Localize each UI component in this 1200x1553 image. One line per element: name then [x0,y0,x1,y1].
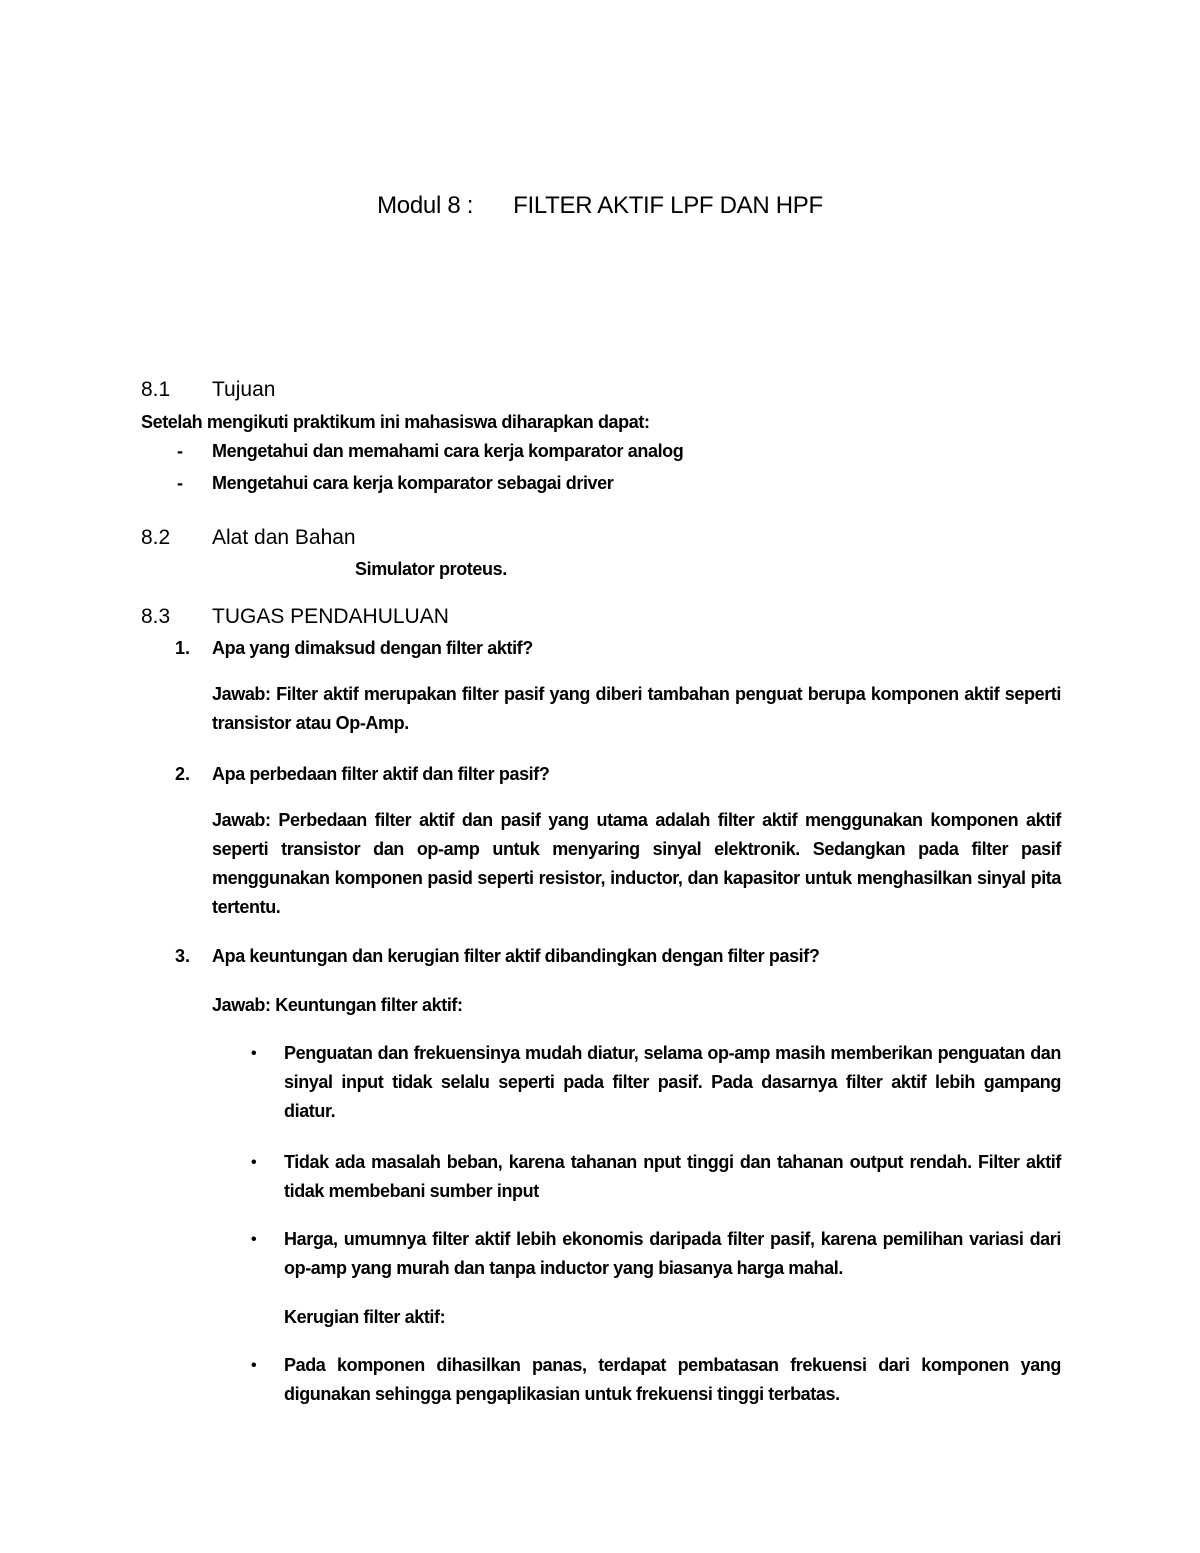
advantage-item: Penguatan dan frekuensinya mudah diatur, selama op-amp masih memberikan penguatan dan sinyal input tidak selalu seperti pada filter pasif. Pada dasarnya filter aktif lebih gampang diatur. [284,1043,1061,1121]
section-number-8-1: 8.1 [141,378,171,401]
bullet-icon: • [251,1357,257,1374]
section-heading-alat-dan-bahan: Alat dan Bahan [212,526,356,549]
module-name: FILTER AKTIF LPF DAN HPF [513,192,823,219]
objective-item: Mengetahui cara kerja komparator sebagai driver [212,473,614,493]
page-title [0,192,1200,220]
answer-text: Jawab: Filter aktif merupakan filter pasif yang diberi tambahan penguat berupa komponen aktif seperti transistor atau Op-Amp. [212,684,1061,733]
bullet-icon: • [251,1154,257,1171]
question-text: Apa yang dimaksud dengan filter aktif? [212,638,533,658]
bullet-icon: • [251,1045,257,1062]
answer-intro: Jawab: Keuntungan filter aktif: [212,995,463,1015]
equipment-text: Simulator proteus. [355,559,507,579]
disadvantage-item: Pada komponen dihasilkan panas, terdapat pembatasan frekuensi dari komponen yang digunakan sehingga pengaplikasian untuk frekuensi tinggi terbatas. [284,1355,1061,1404]
question-text: Apa perbedaan filter aktif dan filter pasif? [212,764,550,784]
bullet-icon: • [251,1231,257,1248]
question-text: Apa keuntungan dan kerugian filter aktif dibandingkan dengan filter pasif? [212,946,820,966]
dash-bullet: - [177,473,183,493]
disadvantages-label: Kerugian filter aktif: [284,1307,446,1327]
objective-item: Mengetahui dan memahami cara kerja komparator analog [212,441,684,461]
question-number: 3. [175,946,191,966]
section-number-8-2: 8.2 [141,526,171,549]
answer-text: Jawab: Perbedaan filter aktif dan pasif yang utama adalah filter aktif menggunakan komponen aktif seperti transistor dan op-amp untuk menyaring sinyal elektronik. Sedangkan pada filter pasif menggunakan komponen pasid seperti resistor, inductor, dan kapasitor untuk menghasilkan sinyal pita tertentu. [212,810,1061,917]
advantage-item: Harga, umumnya filter aktif lebih ekonomis daripada filter pasif, karena pemilihan variasi dari op-amp yang murah dan tanpa inductor yang biasanya harga mahal. [284,1229,1061,1278]
advantage-item: Tidak ada masalah beban, karena tahanan nput tinggi dan tahanan output rendah. Filter aktif tidak membebani sumber input [284,1152,1061,1201]
module-label: Modul 8 : [377,192,474,219]
objectives-intro: Setelah mengikuti praktikum ini mahasiswa diharapkan dapat: [141,412,650,432]
dash-bullet: - [177,441,183,461]
section-number-8-3: 8.3 [141,605,171,628]
section-heading-tujuan: Tujuan [212,378,276,401]
question-number: 2. [175,764,191,784]
question-number: 1. [175,638,191,658]
section-heading-tugas-pendahuluan: TUGAS PENDAHULUAN [212,605,449,628]
